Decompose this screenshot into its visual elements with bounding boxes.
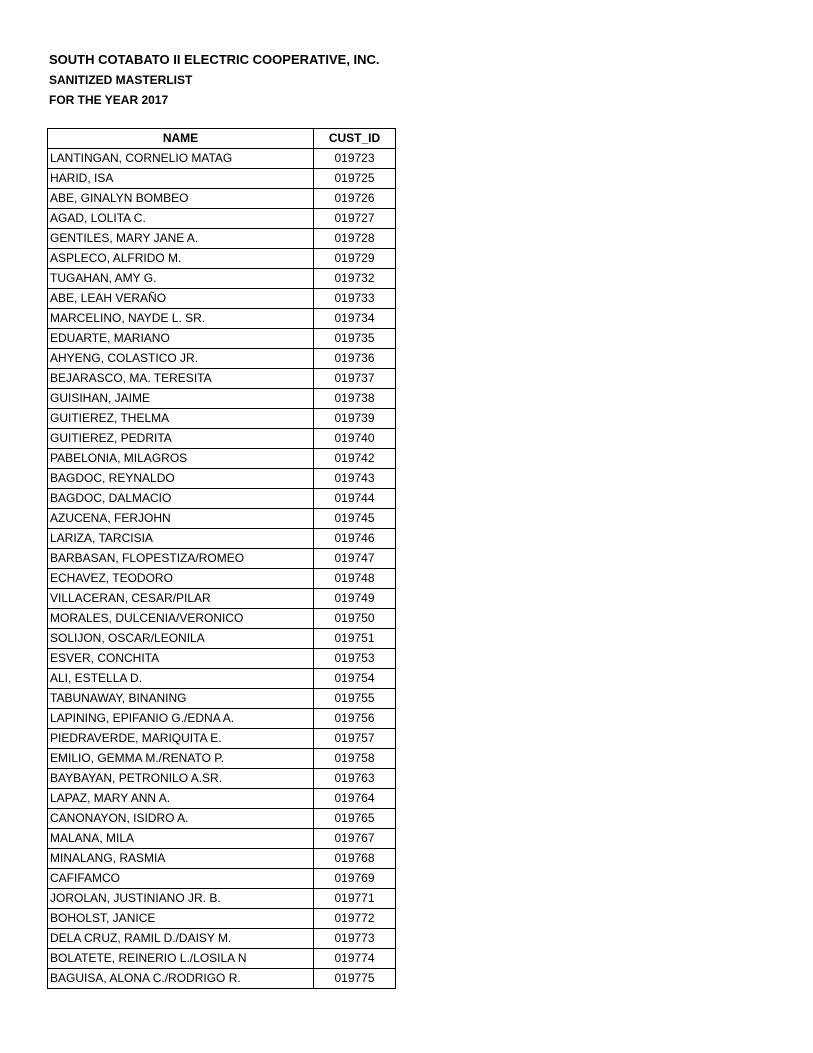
customer-id-cell: 019749 — [314, 589, 396, 609]
customer-name-cell: AZUCENA, FERJOHN — [48, 509, 314, 529]
customer-id-cell: 019775 — [314, 969, 396, 989]
table-row — [48, 609, 396, 629]
customer-id-cell: 019726 — [314, 189, 396, 209]
customer-id-cell: 019723 — [314, 149, 396, 169]
table-row — [48, 169, 396, 189]
customer-name-cell: AGAD, LOLITA C. — [48, 209, 314, 229]
customer-id-cell: 019754 — [314, 669, 396, 689]
customer-name-cell: TUGAHAN, AMY G. — [48, 269, 314, 289]
customer-name-cell: LANTINGAN, CORNELIO MATAG — [48, 149, 314, 169]
customer-name-cell: MARCELINO, NAYDE L. SR. — [48, 309, 314, 329]
customer-name-cell: TABUNAWAY, BINANING — [48, 689, 314, 709]
customer-id-cell: 019773 — [314, 929, 396, 949]
customer-id-cell: 019747 — [314, 549, 396, 569]
column-header-cust-id: CUST_ID — [314, 129, 396, 149]
customer-id-cell: 019772 — [314, 909, 396, 929]
table-row — [48, 289, 396, 309]
table-row — [48, 189, 396, 209]
customer-id-cell: 019725 — [314, 169, 396, 189]
customer-name-cell: VILLACERAN, CESAR/PILAR — [48, 589, 314, 609]
customer-name-cell: ECHAVEZ, TEODORO — [48, 569, 314, 589]
table-row — [48, 529, 396, 549]
table-row — [48, 269, 396, 289]
customer-id-cell: 019740 — [314, 429, 396, 449]
customer-id-cell: 019738 — [314, 389, 396, 409]
customer-id-cell: 019744 — [314, 489, 396, 509]
customer-id-cell: 019765 — [314, 809, 396, 829]
customer-name-cell: EMILIO, GEMMA M./RENATO P. — [48, 749, 314, 769]
table-row — [48, 589, 396, 609]
table-row — [48, 329, 396, 349]
customer-name-cell: LAPINING, EPIFANIO G./EDNA A. — [48, 709, 314, 729]
table-row — [48, 669, 396, 689]
table-row — [48, 249, 396, 269]
customer-name-cell: EDUARTE, MARIANO — [48, 329, 314, 349]
table-row — [48, 209, 396, 229]
customer-id-cell: 019728 — [314, 229, 396, 249]
customer-name-cell: CAFIFAMCO — [48, 869, 314, 889]
customer-id-cell: 019756 — [314, 709, 396, 729]
customer-id-cell: 019771 — [314, 889, 396, 909]
customer-id-cell: 019737 — [314, 369, 396, 389]
customer-id-cell: 019750 — [314, 609, 396, 629]
customer-name-cell: ESVER, CONCHITA — [48, 649, 314, 669]
customer-id-cell: 019735 — [314, 329, 396, 349]
table-row — [48, 769, 396, 789]
table-row — [48, 969, 396, 989]
table-row — [48, 449, 396, 469]
customer-id-cell: 019763 — [314, 769, 396, 789]
customer-name-cell: BAGDOC, DALMACIO — [48, 489, 314, 509]
customer-name-cell: MINALANG, RASMIA — [48, 849, 314, 869]
table-row — [48, 549, 396, 569]
customer-id-cell: 019748 — [314, 569, 396, 589]
customer-name-cell: HARID, ISA — [48, 169, 314, 189]
customer-name-cell: GUITIEREZ, PEDRITA — [48, 429, 314, 449]
column-header-name: NAME — [48, 129, 314, 149]
customer-id-cell: 019769 — [314, 869, 396, 889]
table-row — [48, 849, 396, 869]
customer-name-cell: GENTILES, MARY JANE A. — [48, 229, 314, 249]
document-header — [49, 50, 380, 110]
table-row — [48, 949, 396, 969]
organization-title: SOUTH COTABATO II ELECTRIC COOPERATIVE, INC. — [49, 52, 380, 67]
table-row — [48, 469, 396, 489]
customer-id-cell: 019745 — [314, 509, 396, 529]
table-row — [48, 789, 396, 809]
table-row — [48, 909, 396, 929]
customer-id-cell: 019729 — [314, 249, 396, 269]
customer-name-cell: DELA CRUZ, RAMIL D./DAISY M. — [48, 929, 314, 949]
table-row — [48, 569, 396, 589]
table-row — [48, 229, 396, 249]
customer-id-cell: 019727 — [314, 209, 396, 229]
customer-name-cell: MALANA, MILA — [48, 829, 314, 849]
customer-name-cell: CANONAYON, ISIDRO A. — [48, 809, 314, 829]
table-row — [48, 649, 396, 669]
table-row — [48, 869, 396, 889]
table-row — [48, 709, 396, 729]
customer-id-cell: 019755 — [314, 689, 396, 709]
customer-id-cell: 019768 — [314, 849, 396, 869]
document-period: FOR THE YEAR 2017 — [49, 93, 169, 107]
customer-id-cell: 019751 — [314, 629, 396, 649]
customer-name-cell: MORALES, DULCENIA/VERONICO — [48, 609, 314, 629]
table-body — [48, 149, 396, 989]
customer-id-cell: 019767 — [314, 829, 396, 849]
table-row — [48, 389, 396, 409]
customer-name-cell: LARIZA, TARCISIA — [48, 529, 314, 549]
customer-name-cell: BAGUISA, ALONA C./RODRIGO R. — [48, 969, 314, 989]
customer-id-cell: 019758 — [314, 749, 396, 769]
table-row — [48, 929, 396, 949]
table-row — [48, 489, 396, 509]
table-row — [48, 629, 396, 649]
customer-id-cell: 019732 — [314, 269, 396, 289]
document-subtitle: SANITIZED MASTERLIST — [49, 73, 193, 87]
table-row — [48, 809, 396, 829]
customer-id-cell: 019757 — [314, 729, 396, 749]
customer-id-cell: 019743 — [314, 469, 396, 489]
customer-name-cell: ASPLECO, ALFRIDO M. — [48, 249, 314, 269]
table-row — [48, 729, 396, 749]
customer-name-cell: GUISIHAN, JAIME — [48, 389, 314, 409]
table-row — [48, 889, 396, 909]
table-row — [48, 829, 396, 849]
customer-name-cell: GUITIEREZ, THELMA — [48, 409, 314, 429]
customer-name-cell: AHYENG, COLASTICO JR. — [48, 349, 314, 369]
table-row — [48, 689, 396, 709]
table-row — [48, 149, 396, 169]
customer-id-cell: 019734 — [314, 309, 396, 329]
customer-name-cell: BARBASAN, FLOPESTIZA/ROMEO — [48, 549, 314, 569]
customer-name-cell: PIEDRAVERDE, MARIQUITA E. — [48, 729, 314, 749]
customer-id-cell: 019739 — [314, 409, 396, 429]
table-header-row — [48, 129, 396, 149]
customer-name-cell: ABE, LEAH VERAÑO — [48, 289, 314, 309]
table-row — [48, 429, 396, 449]
customer-name-cell: BAGDOC, REYNALDO — [48, 469, 314, 489]
customer-name-cell: ALI, ESTELLA D. — [48, 669, 314, 689]
customer-name-cell: BOHOLST, JANICE — [48, 909, 314, 929]
customer-name-cell: JOROLAN, JUSTINIANO JR. B. — [48, 889, 314, 909]
customer-name-cell: BEJARASCO, MA. TERESITA — [48, 369, 314, 389]
customer-id-cell: 019733 — [314, 289, 396, 309]
customer-id-cell: 019742 — [314, 449, 396, 469]
customer-name-cell: SOLIJON, OSCAR/LEONILA — [48, 629, 314, 649]
table-row — [48, 409, 396, 429]
customer-name-cell: PABELONIA, MILAGROS — [48, 449, 314, 469]
table-row — [48, 749, 396, 769]
customer-id-cell: 019753 — [314, 649, 396, 669]
customer-id-cell: 019746 — [314, 529, 396, 549]
customer-name-cell: BAYBAYAN, PETRONILO A.SR. — [48, 769, 314, 789]
customer-id-cell: 019764 — [314, 789, 396, 809]
masterlist-table — [47, 128, 396, 989]
customer-name-cell: LAPAZ, MARY ANN A. — [48, 789, 314, 809]
table-row — [48, 509, 396, 529]
table-row — [48, 309, 396, 329]
table-row — [48, 369, 396, 389]
customer-id-cell: 019774 — [314, 949, 396, 969]
customer-id-cell: 019736 — [314, 349, 396, 369]
table-row — [48, 349, 396, 369]
customer-name-cell: ABE, GINALYN BOMBEO — [48, 189, 314, 209]
customer-name-cell: BOLATETE, REINERIO L./LOSILA N — [48, 949, 314, 969]
